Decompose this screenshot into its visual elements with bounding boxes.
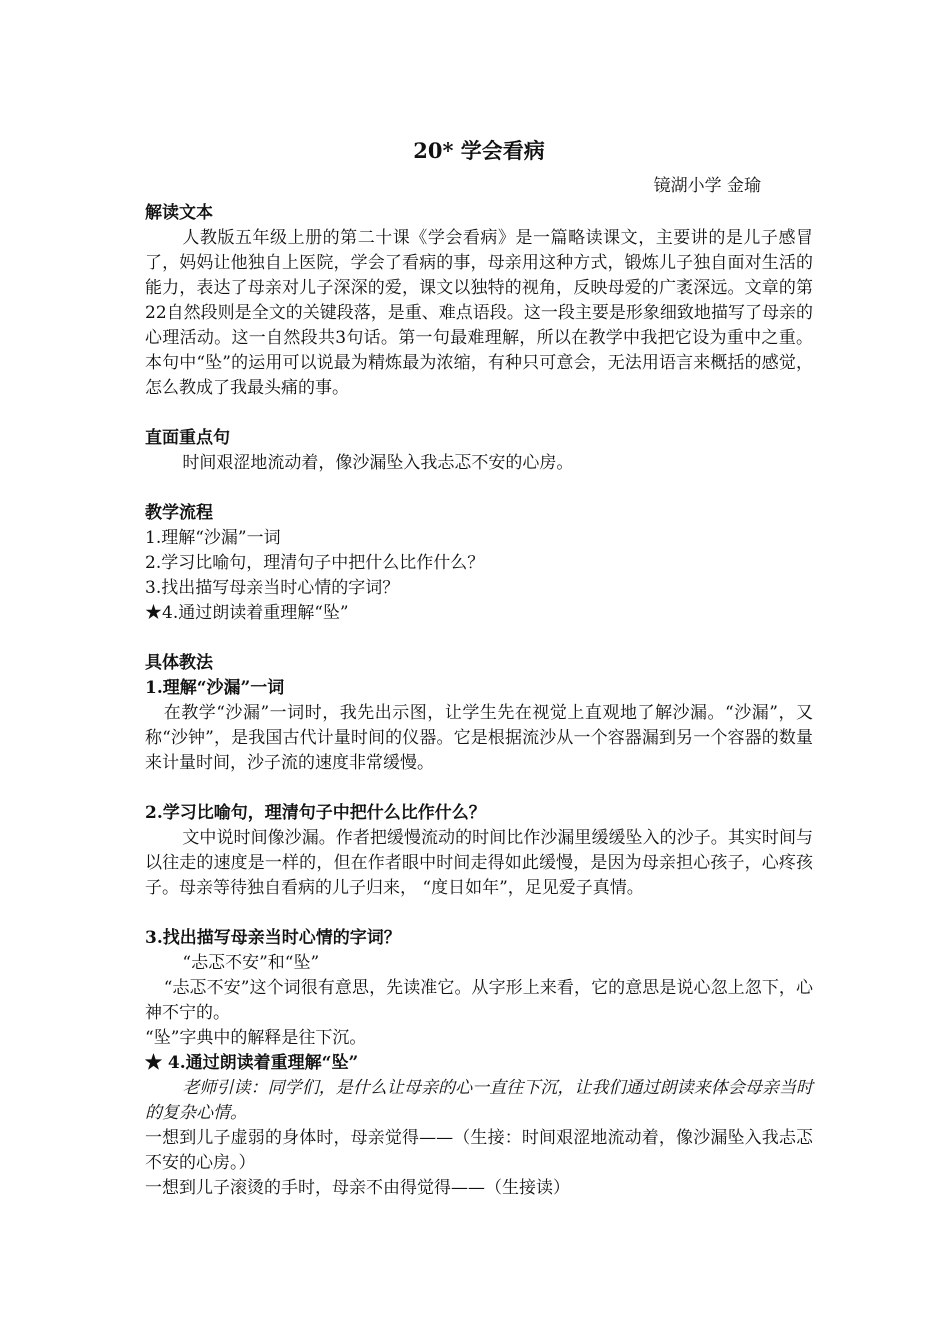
spacer <box>145 776 813 801</box>
paragraph-reading-1: 一想到儿子虚弱的身体时，母亲觉得——（生接：时间艰涩地流动着，像沙漏坠入我忐忑不安的心房。） <box>145 1128 813 1173</box>
section-heading-interpretation: 解读文本 <box>145 203 213 223</box>
paragraph-hourglass: 在教学“沙漏”一词时，我先出示图，让学生先在视觉上直观地了解沙漏。“沙漏”，又称“沙钟”，是我国古代计量时间的仪器。它是根据流沙从一个容器漏到另一个容器的数量来计量时间，沙子流的速度非常缓慢。 <box>145 703 813 773</box>
list-item: 1.理解“沙漏”一词 <box>145 528 281 548</box>
list-item: 2.学习比喻句，理清句子中把什么比作什么？ <box>145 553 485 573</box>
list-item: 3.找出描写母亲当时心情的字词？ <box>145 578 400 598</box>
subheading-reading: ★ 4.通过朗读着重理解“坠” <box>145 1053 359 1073</box>
subheading-mood-words: 3.找出描写母亲当时心情的字词？ <box>145 928 401 948</box>
paragraph-teacher-lead: 老师引读：同学们，是什么让母亲的心一直往下沉，让我们通过朗读来体会母亲当时的复杂心情。 <box>145 1078 813 1123</box>
list-item: ★4.通过朗读着重理解“坠” <box>145 603 349 623</box>
page-title: 20* 学会看病 <box>413 138 545 163</box>
paragraph-interpretation: 人教版五年级上册的第二十课《学会看病》是一篇略读课文，主要讲的是儿子感冒了，妈妈让他独自上医院，学会了看病的事，母亲用这种方式，锻炼儿子独自面对生活的能力，表达了母亲对儿子深深的爱，课文以独特的视角，反映母爱的广袤深远。文章的第22自然段则是全文的关键段落，是重、难点语段。这一段主要是形象细致地描写了母亲的心理活动。这一自然段共3句话。第一句最难理解，所以在教学中我把它设为重中之重。本句中“坠”的运用可以说最为精炼最为浓缩，有种只可意会，无法用语言来概括的感觉，怎么教成了我最头痛的事。 <box>145 228 813 398</box>
subheading-hourglass: 1.理解“沙漏”一词 <box>145 678 285 698</box>
spacer <box>145 901 813 926</box>
subheading-metaphor: 2.学习比喻句，理清句子中把什么比作什么？ <box>145 803 486 823</box>
section-heading-teaching-flow: 教学流程 <box>145 503 213 523</box>
spacer <box>145 476 813 501</box>
paragraph-mood-words-1: “忐忑不安”和“坠” <box>182 953 320 973</box>
section-heading-methods: 具体教法 <box>145 653 213 673</box>
paragraph-reading-2: 一想到儿子滚烫的手时，母亲不由得觉得——（生接读） <box>145 1178 570 1198</box>
paragraph-key-sentence: 时间艰涩地流动着，像沙漏坠入我忐忑不安的心房。 <box>182 453 574 473</box>
section-heading-key-sentence: 直面重点句 <box>145 428 230 448</box>
paragraph-mood-words-2: “忐忑不安”这个词很有意思，先读准它。从字形上来看，它的意思是说心忽上忽下，心神不宁的。 <box>145 978 813 1023</box>
paragraph-mood-words-3: “坠”字典中的解释是往下沉。 <box>145 1028 367 1048</box>
author-line: 镜湖小学 金瑜 <box>653 176 761 196</box>
paragraph-metaphor: 文中说时间像沙漏。作者把缓慢流动的时间比作沙漏里缓缓坠入的沙子。其实时间与以往走的速度是一样的，但在作者眼中时间走得如此缓慢，是因为母亲担心孩子，心疼孩子。母亲等待独自看病的儿子归来， “度日如年”，足见爱子真情。 <box>145 828 813 898</box>
spacer <box>145 626 813 651</box>
document-page <box>145 130 813 1201</box>
spacer <box>145 401 813 426</box>
